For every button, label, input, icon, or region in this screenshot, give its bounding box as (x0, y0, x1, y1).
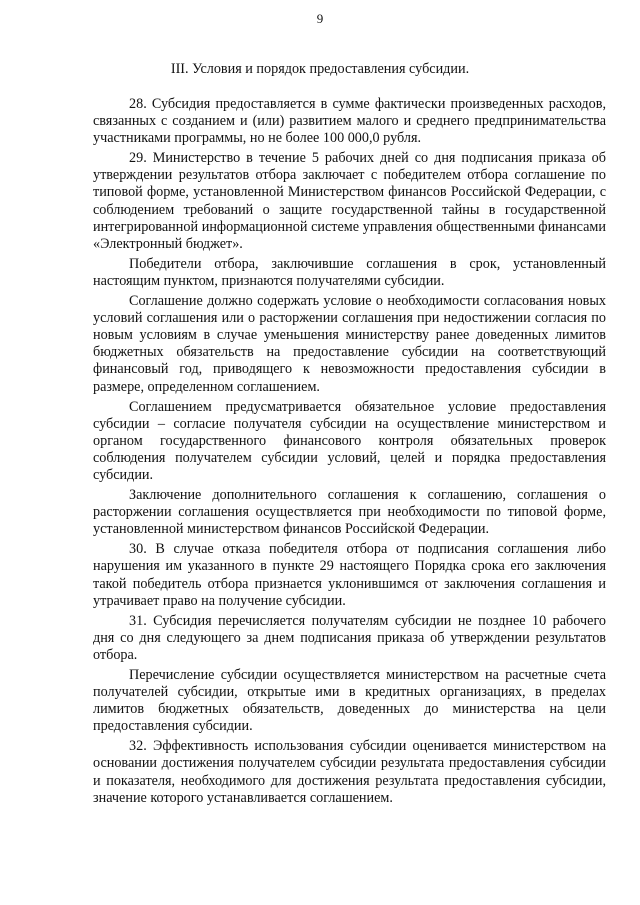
paragraph-29-agreement-terms: Соглашение должно содержать условие о необходимости согласования новых условий соглашения или о расторжении соглашения при недостижении согласия по новым условиям в случае уменьшения министерству ранее доведенных лимитов бюджетных обязательств на предоставление субсидии на соответствующий финансовый год, приводящего к невозможности предоставления субсидии в размере, определенном соглашением. (93, 293, 606, 395)
paragraph-31-transfer: Перечисление субсидии осуществляется министерством на расчетные счета получателей субсидии, открытые ими в кредитных организациях, в пределах лимитов бюджетных обязательств, доведенных до министерства на цели предоставления субсидии. (93, 667, 606, 735)
paragraph-29-winners: Победители отбора, заключившие соглашения в срок, установленный настоящим пунктом, признаются получателями субсидии. (93, 255, 606, 289)
document-body (93, 96, 606, 810)
paragraph-31: 31. Субсидия перечисляется получателям субсидии не позднее 10 рабочего дня со дня следующего за днем подписания приказа об утверждении результатов отбора. (93, 612, 606, 663)
section-title: III. Условия и порядок предоставления субсидии. (170, 61, 470, 77)
page-number: 9 (316, 11, 324, 26)
paragraph-29-additional-agreement: Заключение дополнительного соглашения к соглашению, соглашения о расторжении соглашения осуществляется при необходимости по типовой форме, установленной министерством финансов Российской Федерации. (93, 487, 606, 538)
paragraph-29: 29. Министерство в течение 5 рабочих дней со дня подписания приказа об утверждении результатов отбора заключает с победителем отбора соглашение по типовой форме, установленной Министерством финансов Российской Федерации, с соблюдением требований о защите государственной тайны в государственной интегрированной информационной системе управления общественными финансами «Электронный бюджет». (93, 150, 606, 252)
paragraph-29-mandatory-condition: Соглашением предусматривается обязательное условие предоставления субсидии – согласие получателя субсидии на осуществление министерством и органом государственного финансового контроля обязательных проверок соблюдения получателем субсидии условий, целей и порядка предоставления субсидии. (93, 398, 606, 483)
paragraph-28: 28. Субсидия предоставляется в сумме фактически произведенных расходов, связанных с созданием и (или) развитием малого и среднего предпринимательства участниками программы, но не более 100 000,0 рубля. (93, 96, 606, 147)
paragraph-32: 32. Эффективность использования субсидии оценивается министерством на основании достижения получателем субсидии результата предоставления субсидии и показателя, необходимого для достижения результата предоставления субсидии, значение которого устанавливается соглашением. (93, 738, 606, 806)
paragraph-30: 30. В случае отказа победителя отбора от подписания соглашения либо нарушения им указанного в пункте 29 настоящего Порядка срока его заключения такой победитель отбора признается уклонившимся от заключения соглашения и утрачивает право на получение субсидии. (93, 541, 606, 609)
